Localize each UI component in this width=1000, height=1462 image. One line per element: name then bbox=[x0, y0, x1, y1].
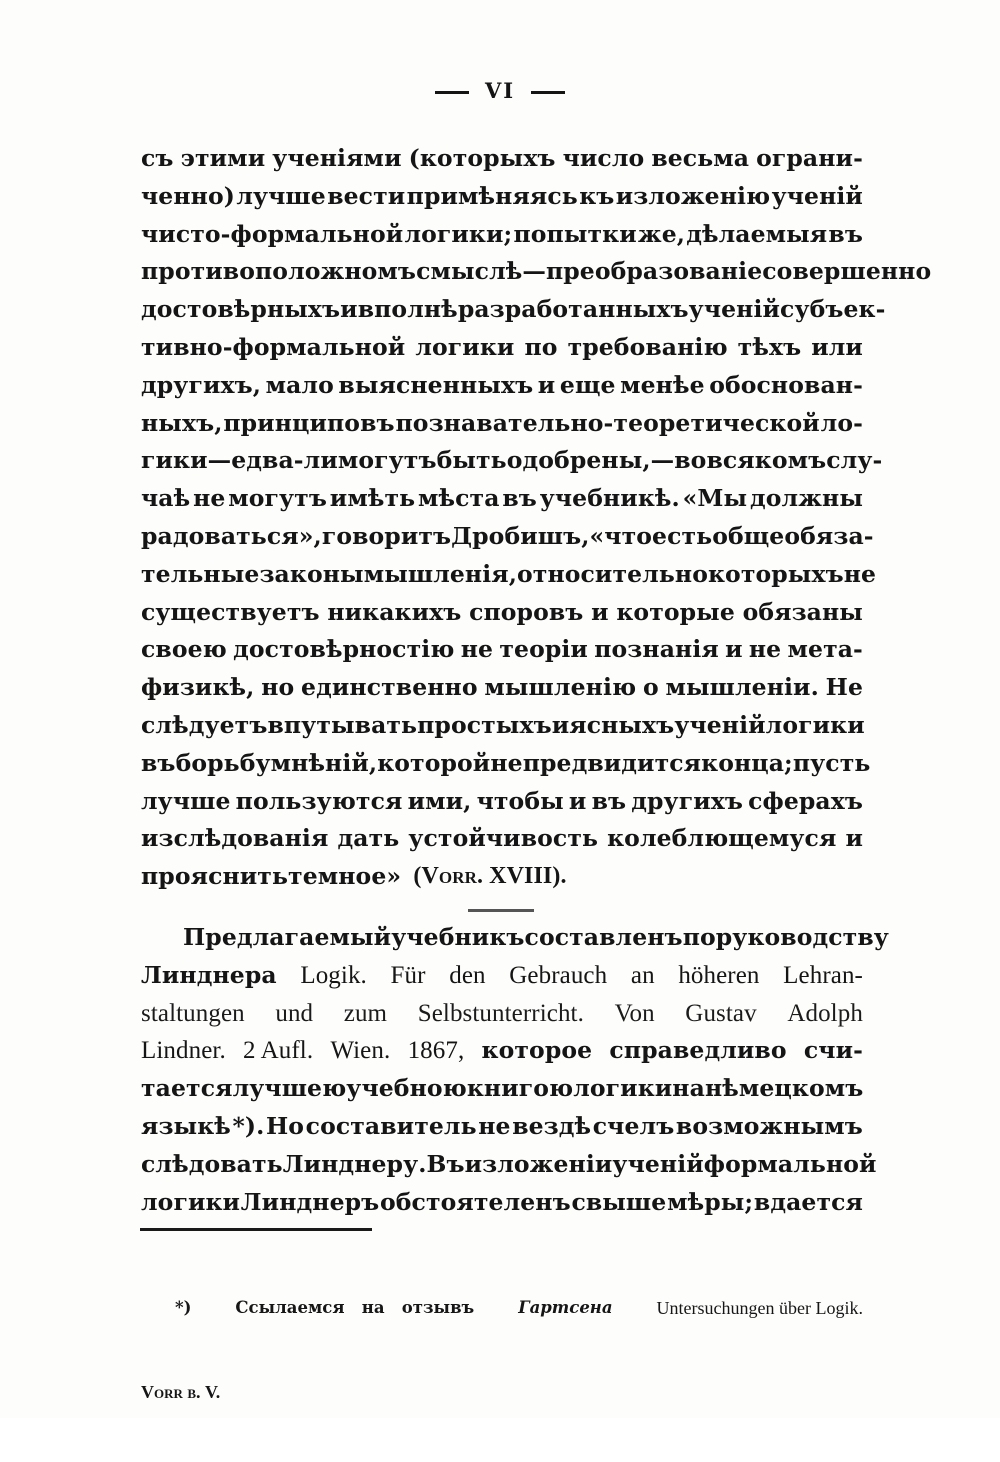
text-word: же, bbox=[637, 219, 686, 248]
text-word: свыше bbox=[571, 1187, 667, 1216]
text-word: справедливо bbox=[609, 1036, 787, 1065]
text-word: вездѣ bbox=[512, 1111, 592, 1140]
text-word: логики; bbox=[404, 219, 513, 248]
text-word: не bbox=[490, 748, 523, 777]
text-word: Logik. bbox=[300, 961, 367, 989]
text-word: мышленiя, bbox=[363, 559, 518, 588]
text-word: физикѣ, bbox=[141, 673, 255, 702]
text-word: въ bbox=[591, 786, 627, 815]
text-word: (которыхъ bbox=[408, 144, 556, 172]
text-word: сферахъ bbox=[748, 786, 863, 815]
text-word: не bbox=[193, 484, 226, 513]
text-line bbox=[141, 556, 877, 594]
text-line bbox=[141, 329, 863, 367]
text-line bbox=[141, 1032, 863, 1070]
text-word: «что bbox=[589, 521, 653, 550]
text-word: руководству bbox=[715, 922, 889, 951]
text-word: слу- bbox=[826, 446, 883, 475]
text-word: языкѣ bbox=[141, 1111, 231, 1140]
text-word: ограни- bbox=[756, 144, 863, 172]
text-word: вполнѣ bbox=[357, 295, 458, 324]
text-word: по bbox=[524, 332, 558, 361]
text-word: которое bbox=[481, 1036, 593, 1065]
text-word: этими bbox=[180, 144, 266, 172]
text-word: лучшею bbox=[232, 1074, 347, 1103]
text-word: простыхъ bbox=[417, 710, 552, 739]
text-word: прояснить bbox=[141, 862, 289, 891]
text-word: и bbox=[537, 370, 556, 399]
text-word: книгою bbox=[466, 1074, 574, 1103]
text-word: есть bbox=[652, 521, 713, 550]
text-line bbox=[141, 291, 886, 329]
text-word: относительно bbox=[517, 559, 708, 588]
text-word: лучше bbox=[141, 786, 231, 815]
text-word: требованiю bbox=[567, 332, 728, 361]
text-line bbox=[141, 140, 863, 178]
text-word: достовѣрныхъ bbox=[141, 295, 341, 324]
text-word: ученiй bbox=[612, 1149, 704, 1178]
text-line bbox=[141, 669, 863, 707]
text-word: мышленiи. bbox=[665, 673, 819, 702]
text-word: и bbox=[551, 710, 570, 739]
paragraph-gap bbox=[141, 896, 863, 919]
text-line bbox=[141, 216, 863, 254]
paragraph-separator-rule bbox=[468, 909, 534, 912]
footnote-separator-rule bbox=[140, 1228, 372, 1231]
text-word: борьбу bbox=[175, 748, 271, 777]
footnote-line-2 bbox=[141, 1378, 863, 1406]
text-word: о bbox=[642, 673, 659, 702]
text-word: не bbox=[478, 1111, 511, 1140]
text-word: въ bbox=[828, 219, 863, 248]
text-word: одобрены,—во bbox=[506, 446, 707, 475]
text-word: ныхъ, bbox=[141, 408, 223, 437]
text-word: «Мы bbox=[682, 484, 748, 513]
text-word: обоснован- bbox=[709, 370, 863, 399]
text-word: не bbox=[748, 635, 782, 664]
text-word: нѣмецкомъ bbox=[704, 1074, 864, 1103]
text-word: разработанныхъ bbox=[457, 295, 689, 324]
text-word: противоположномъ bbox=[141, 257, 417, 286]
folio-dash-left bbox=[435, 91, 469, 94]
text-word: единственно bbox=[301, 673, 478, 702]
text-word: могутъ bbox=[228, 484, 327, 513]
text-line bbox=[141, 745, 871, 783]
text-word: должны bbox=[750, 484, 863, 513]
text-word: составитель bbox=[305, 1111, 477, 1140]
text-word: совершенно bbox=[762, 257, 932, 286]
text-word: den bbox=[449, 961, 486, 989]
text-word: вдается bbox=[753, 1187, 863, 1216]
text-word: но bbox=[261, 673, 295, 702]
text-line bbox=[141, 1108, 863, 1146]
text-line bbox=[141, 1146, 877, 1184]
text-word: тается bbox=[141, 1074, 233, 1103]
text-word: теорiи bbox=[499, 635, 588, 664]
text-word: еще bbox=[559, 370, 616, 399]
text-word: тѣхъ bbox=[737, 332, 802, 361]
text-word: и bbox=[591, 597, 609, 626]
text-word: мѣры; bbox=[667, 1187, 754, 1216]
text-line bbox=[141, 707, 863, 745]
text-word: логики bbox=[141, 1187, 241, 1216]
text-word: существуетъ bbox=[141, 597, 320, 626]
text-word: не bbox=[460, 635, 494, 664]
text-word: учебникѣ. bbox=[539, 484, 680, 513]
text-word: Не bbox=[825, 673, 863, 702]
text-word: Gebrauch bbox=[509, 961, 608, 989]
text-word: чаѣ bbox=[141, 484, 191, 513]
text-word: познавательно-теоретической bbox=[395, 408, 820, 437]
text-word: колеблющемуся bbox=[607, 824, 837, 853]
text-word: которой bbox=[377, 748, 491, 777]
inline-citation: (Vorr. XVIII). bbox=[401, 863, 567, 890]
text-word: Lehran- bbox=[783, 961, 863, 989]
text-word: мнѣнiй, bbox=[270, 748, 378, 777]
text-word: которые bbox=[616, 597, 735, 626]
text-line bbox=[141, 178, 863, 216]
text-line bbox=[141, 594, 863, 632]
text-word: возможнымъ bbox=[675, 1111, 863, 1140]
text-word: ченно) bbox=[141, 181, 235, 210]
text-word: Линднеръ bbox=[240, 1187, 380, 1216]
text-word: устойчивость bbox=[408, 824, 599, 853]
text-word: *). bbox=[232, 1111, 265, 1140]
text-word: другихъ, bbox=[141, 370, 261, 399]
text-word: ученiй bbox=[771, 181, 863, 210]
text-word: höheren bbox=[678, 961, 760, 989]
text-word: радоваться», bbox=[141, 521, 322, 550]
text-word: говоритъ bbox=[321, 521, 452, 550]
text-word: логики bbox=[415, 332, 515, 361]
text-word: тивно-формальной bbox=[141, 332, 406, 361]
text-word: познанiя bbox=[594, 635, 719, 664]
text-word: слѣдовать bbox=[141, 1149, 283, 1178]
text-word: Линднеру. bbox=[282, 1149, 427, 1178]
text-line bbox=[141, 1070, 863, 1108]
text-word: тельные bbox=[141, 559, 260, 588]
text-word: Von bbox=[614, 999, 655, 1027]
text-word: темное» bbox=[288, 862, 402, 891]
text-word: выясненныхъ bbox=[338, 370, 534, 399]
footnote-text-before: Ссылаемся на отзывъ bbox=[235, 1298, 475, 1317]
text-word: логики bbox=[765, 710, 865, 739]
text-word: учебникъ bbox=[391, 922, 525, 951]
text-word: ученiй bbox=[688, 295, 781, 324]
text-word: Lindner. bbox=[141, 1037, 226, 1065]
footnote-latin-title: Untersuchungen über Logik. bbox=[656, 1298, 863, 1318]
text-word: Für bbox=[390, 961, 426, 989]
text-word: составленъ bbox=[524, 922, 683, 951]
text-word: учебною bbox=[346, 1074, 467, 1103]
text-word: Предлагаемый bbox=[183, 922, 392, 951]
text-word: мышленiю bbox=[484, 673, 637, 702]
footnote-marker: *) bbox=[175, 1298, 192, 1317]
text-line bbox=[141, 783, 863, 821]
text-word: примѣняясь bbox=[406, 181, 578, 210]
text-word: дать bbox=[337, 824, 400, 853]
text-word: изслѣдованiя bbox=[141, 824, 329, 853]
text-word: Selbstunterricht. bbox=[417, 999, 584, 1027]
text-word: гики—едва-ли bbox=[141, 446, 338, 475]
footnote-line-1 bbox=[141, 1294, 863, 1322]
text-line bbox=[141, 480, 863, 518]
text-word: счелъ bbox=[592, 1111, 675, 1140]
text-line bbox=[141, 995, 863, 1033]
text-line bbox=[141, 1184, 863, 1222]
text-word: und bbox=[275, 999, 314, 1027]
text-word: смыслѣ—преобразованiе bbox=[416, 257, 763, 286]
text-word: Въ bbox=[426, 1149, 465, 1178]
text-word: an bbox=[630, 961, 655, 989]
text-word: менѣе bbox=[620, 370, 705, 399]
text-word: изложенiи bbox=[464, 1149, 613, 1178]
text-line bbox=[141, 442, 883, 480]
text-word: формальной bbox=[703, 1149, 877, 1178]
text-word: къ bbox=[579, 181, 615, 210]
text-word: чтобы bbox=[476, 786, 564, 815]
text-word: принциповъ bbox=[223, 408, 395, 437]
text-word: или bbox=[811, 332, 863, 361]
text-word: другихъ bbox=[631, 786, 743, 815]
text-word: 2 Aufl. bbox=[243, 1037, 314, 1065]
text-word: на bbox=[672, 1074, 705, 1103]
text-word: и bbox=[568, 786, 587, 815]
text-word: ученiй bbox=[674, 710, 766, 739]
text-line bbox=[141, 858, 863, 896]
text-word: Линднера bbox=[141, 960, 277, 989]
text-word: всякомъ bbox=[706, 446, 827, 475]
text-word: споровъ bbox=[469, 597, 584, 626]
text-word: Wien. bbox=[330, 1037, 391, 1065]
text-word: быть bbox=[436, 446, 507, 475]
footnote-cited-author: Гартсена bbox=[518, 1298, 613, 1317]
text-word: вести bbox=[327, 181, 406, 210]
text-line bbox=[141, 919, 889, 957]
text-line bbox=[141, 367, 863, 405]
text-word: законы bbox=[259, 559, 364, 588]
text-word: изложенiю bbox=[615, 181, 771, 210]
text-word: попытки bbox=[513, 219, 637, 248]
text-word: въ bbox=[502, 484, 537, 513]
text-line bbox=[141, 253, 932, 291]
text-line bbox=[141, 405, 863, 443]
text-word: конца; bbox=[701, 748, 793, 777]
text-word: никакихъ bbox=[327, 597, 462, 626]
text-word: счи- bbox=[803, 1036, 863, 1065]
text-word: пусть bbox=[792, 748, 871, 777]
text-line bbox=[141, 820, 863, 858]
text-word: субъек- bbox=[780, 295, 886, 324]
text-word: и bbox=[725, 635, 743, 664]
text-line bbox=[141, 631, 863, 669]
text-word: съ bbox=[141, 144, 174, 172]
text-word: staltungen bbox=[141, 999, 245, 1027]
text-word: лучше bbox=[236, 181, 326, 210]
text-word: Дробишъ, bbox=[451, 521, 590, 550]
text-word: мало bbox=[265, 370, 334, 399]
text-word: и bbox=[845, 824, 863, 853]
folio-number: VI bbox=[484, 78, 516, 103]
text-word: Gustav bbox=[685, 999, 757, 1027]
text-word: въ bbox=[141, 748, 176, 777]
text-line bbox=[141, 957, 863, 995]
text-word: мета- bbox=[787, 635, 863, 664]
text-word: впутывать bbox=[267, 710, 418, 739]
text-word: обязаны bbox=[742, 597, 863, 626]
text-word: и bbox=[340, 295, 358, 324]
text-word: достовѣрностiю bbox=[233, 635, 455, 664]
text-word: zum bbox=[343, 999, 388, 1027]
text-word: по bbox=[682, 922, 716, 951]
text-word: логики bbox=[573, 1074, 673, 1103]
text-word: не bbox=[843, 559, 877, 588]
text-word: своею bbox=[141, 635, 227, 664]
text-word: могутъ bbox=[337, 446, 437, 475]
page-folio bbox=[0, 78, 1000, 103]
text-word: ученiями bbox=[272, 144, 402, 172]
footnote-reference-locator: Vorr в. V. bbox=[141, 1382, 221, 1402]
text-line bbox=[141, 518, 874, 556]
folio-dash-right bbox=[531, 91, 565, 94]
text-word: Но bbox=[266, 1111, 305, 1140]
text-word: которыхъ bbox=[707, 559, 844, 588]
footnote-block bbox=[141, 1238, 863, 1462]
text-word: число bbox=[562, 144, 645, 172]
text-word: ясныхъ bbox=[569, 710, 675, 739]
text-word: обстоятеленъ bbox=[380, 1187, 571, 1216]
text-word: дѣлаемыя bbox=[686, 219, 828, 248]
text-word: слѣдуетъ bbox=[141, 710, 268, 739]
text-word: ло- bbox=[820, 408, 863, 437]
text-word: весьма bbox=[651, 144, 750, 172]
text-word: пользуются bbox=[235, 786, 403, 815]
body-text-block bbox=[141, 140, 932, 1221]
text-word: чисто-формальной bbox=[141, 219, 404, 248]
text-word: предвидится bbox=[522, 748, 702, 777]
text-word: мѣста bbox=[418, 484, 500, 513]
text-word: ими, bbox=[407, 786, 472, 815]
text-word: имѣть bbox=[329, 484, 416, 513]
text-word: Adolph bbox=[787, 999, 863, 1027]
text-word: общеобяза- bbox=[712, 521, 874, 550]
text-word: 1867, bbox=[407, 1037, 465, 1065]
